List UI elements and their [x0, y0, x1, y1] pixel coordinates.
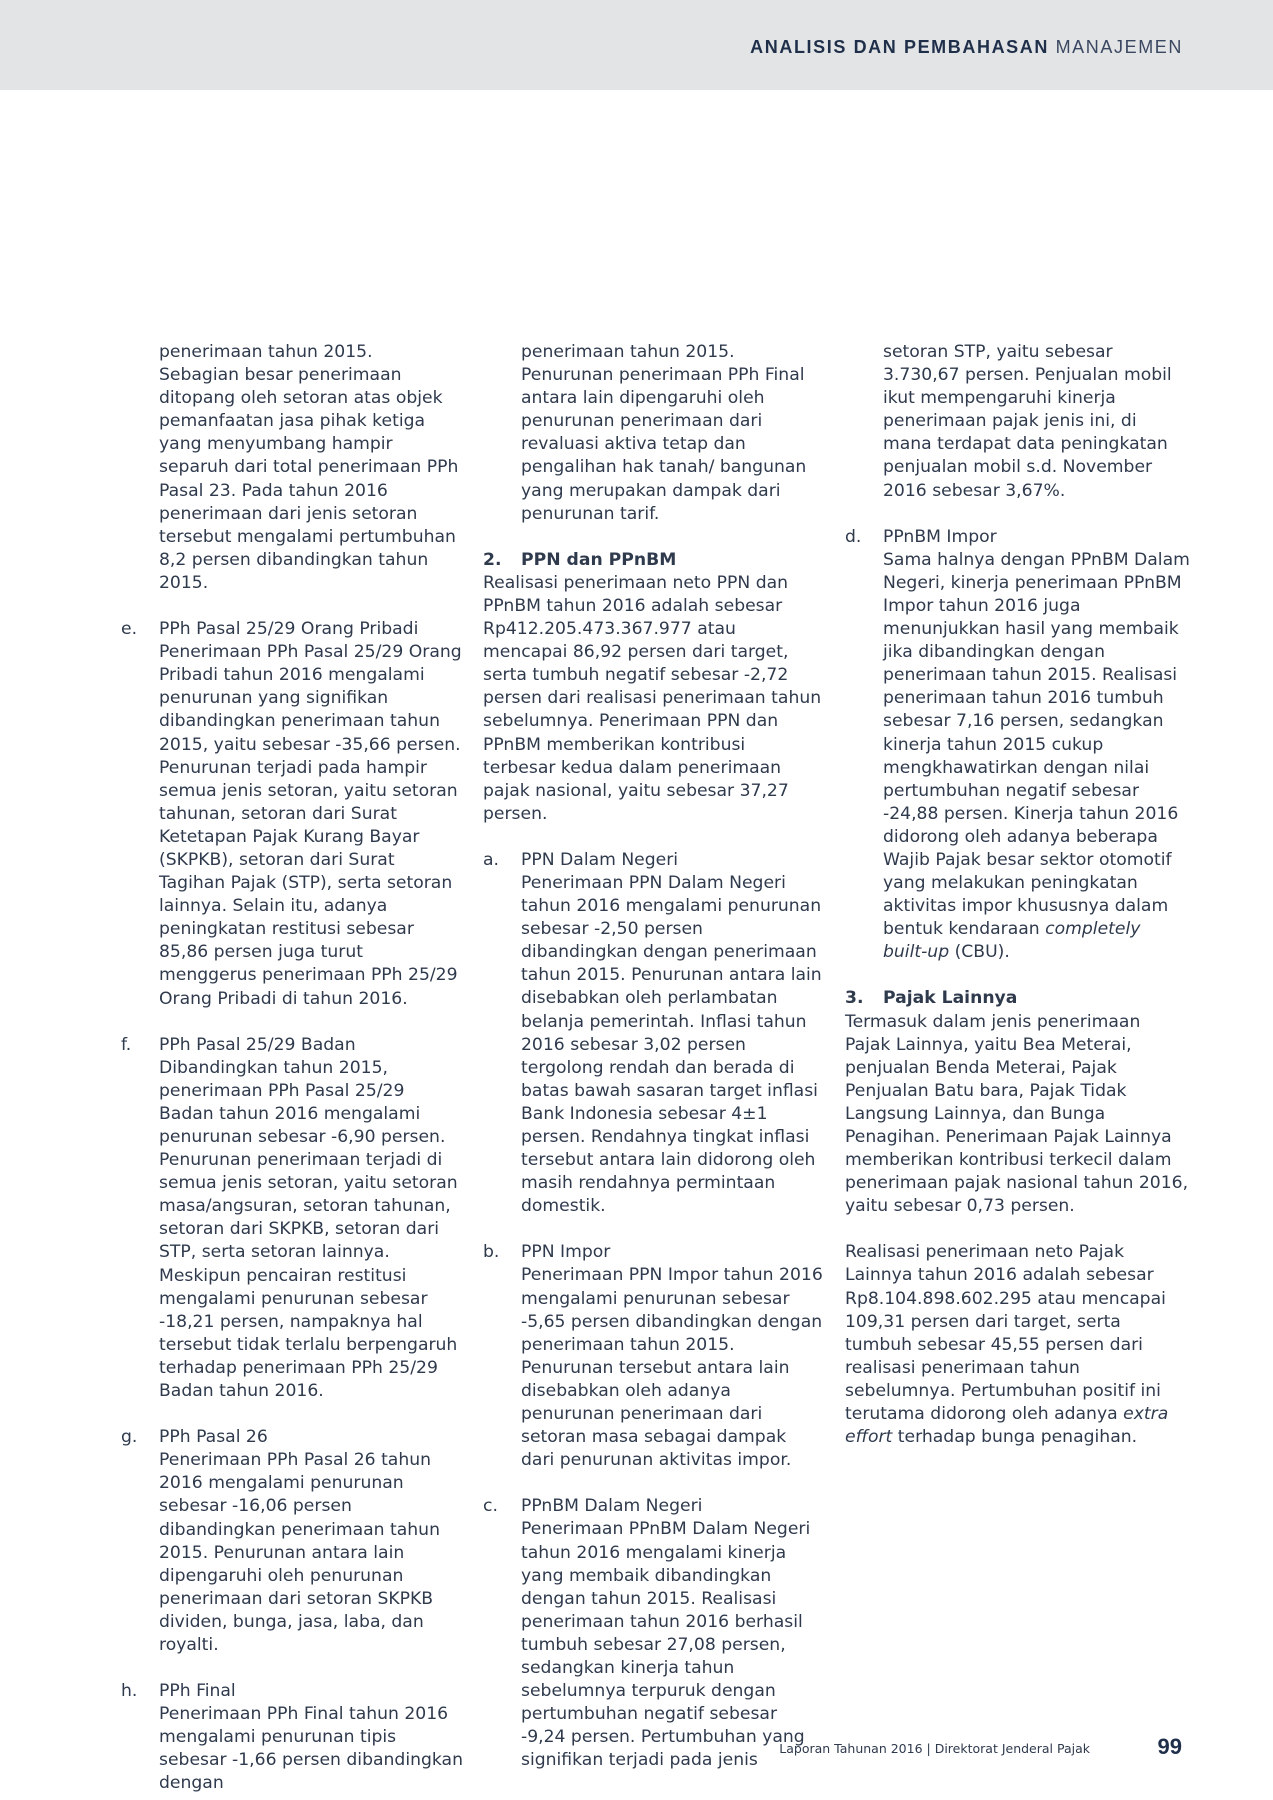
body-text: Sama halnya dengan PPnBM Dalam Negeri, kinerja penerimaan PPnBM Impor tahun 2016 juga menunjukkan hasil yang membaik jika dibandingkan dengan penerimaan tahun 2015. Realisasi penerimaan tahun 2016 tumbuh sebesar 7,16 persen, sedangkan kinerja tahun 2015 cukup mengkhawatirkan dengan nilai pertumbuhan negatif sebesar -24,88 persen. Kinerja tahun 2016 didorong oleh adanya beberapa Wajib Pajak besar sektor otomotif yang melakukan peningkatan aktivitas impor khususnya dalam bentuk kendaraan: [883, 549, 1190, 940]
footer: [0, 1732, 1273, 1762]
list-marker: a.: [483, 849, 499, 870]
list-item-g: [121, 1426, 464, 1657]
list-item-title: PPN Impor: [521, 1242, 611, 1263]
section-title: PPN dan PPnBM: [521, 549, 677, 570]
footer-text: Laporan Tahunan 2016 | Direktorat Jenderal Pajak: [779, 1741, 1090, 1756]
list-item-title: PPnBM Dalam Negeri: [521, 1496, 703, 1517]
section-body: Realisasi penerimaan neto PPN dan PPnBM tahun 2016 adalah sebesar Rp412.205.473.367.977 atau mencapai 86,92 persen dari target, serta tumbuh negatif sebesar -2,72 persen dari realisasi penerimaan tahun sebelumnya. Penerimaan PPN dan PPnBM memberikan kontribusi terbesar kedua dalam penerimaan pajak nasional, yaitu sebesar 37,27 persen.: [483, 572, 822, 824]
list-marker: e.: [121, 619, 138, 640]
italic-term: extra effort: [845, 1404, 1169, 1448]
list-item-title: PPh Final: [159, 1681, 236, 1702]
body-text-end: (CBU).: [954, 942, 1010, 963]
list-item-b: [483, 1241, 823, 1472]
list-item-e: [121, 618, 464, 1011]
list-item-body: Penerimaan PPnBM Dalam Negeri tahun 2016 mengalami kinerja yang membaik dibandingkan dengan tahun 2015. Realisasi penerimaan tahun 2016 berhasil tumbuh sebesar 27,08 persen, sedangkan kinerja tahun sebelumnya terpuruk dengan pertumbuhan negatif sebesar -9,24 persen. Pertumbuhan yang signifikan terjadi pada jenis: [521, 1519, 811, 1771]
list-item-title: PPh Pasal 26: [159, 1427, 268, 1448]
section-title: Pajak Lainnya: [883, 988, 1018, 1009]
section-number: 3.: [845, 988, 864, 1009]
italic-term: completely built-up: [883, 919, 1141, 963]
section-number: 2.: [483, 549, 502, 570]
list-item-f: [121, 1034, 464, 1404]
list-item-title: PPh Pasal 25/29 Orang Pribadi: [159, 619, 419, 640]
list-item-body: Penerimaan PPh Pasal 26 tahun 2016 mengalami penurunan sebesar -16,06 persen dibandingkan penerimaan tahun 2015. Penurunan antara lain dipengaruhi oleh penurunan penerimaan dari setoran SKPKB dividen, bunga, jasa, laba, dan royalti.: [159, 1450, 440, 1655]
paragraph: setoran STP, yaitu sebesar 3.730,67 persen. Penjualan mobil ikut mempengaruhi kinerja penerimaan pajak jenis ini, di mana terdapat data peningkatan penjualan mobil s.d. November 2016 sebesar 3,67%.: [883, 342, 1172, 501]
list-item-title: PPnBM Impor: [883, 526, 997, 547]
paragraph: penerimaan tahun 2015.: [159, 342, 373, 362]
list-item-title: PPN Dalam Negeri: [521, 849, 679, 870]
list-item-c: [483, 1495, 823, 1772]
list-item-body: Penerimaan PPN Dalam Negeri tahun 2016 mengalami penurunan sebesar -2,50 persen dibandingkan dengan penerimaan tahun 2015. Penurunan antara lain disebabkan oleh perlambatan belanja pemerintah. Inflasi tahun 2016 sebesar 3,02 persen tergolong rendah dan berada di batas bawah sasaran target inflasi Bank Indonesia sebesar 4±1 persen. Rendahnya tingkat inflasi tersebut antara lain didorong oleh masih rendahnya permintaan domestik.: [521, 872, 822, 1217]
header-band: [0, 0, 1273, 90]
column-1: [121, 341, 464, 1796]
list-marker: c.: [483, 1496, 498, 1517]
body-text-end: terhadap bunga penagihan.: [897, 1427, 1138, 1448]
page-number: 99: [1157, 1734, 1182, 1759]
list-item-body: Penerimaan PPh Final tahun 2016 mengalami penurunan tipis sebesar -1,66 persen dibandingkan dengan: [159, 1704, 463, 1794]
section-heading-pajak-lainnya: [845, 987, 1190, 1010]
header-title-light: MANAJEMEN: [1055, 37, 1183, 57]
header-title-bold: ANALISIS DAN PEMBAHASAN: [750, 37, 1049, 57]
body-text: Realisasi penerimaan neto Pajak Lainnya tahun 2016 adalah sebesar Rp8.104.898.602.295 atau mencapai 109,31 persen dari target, serta tumbuh sebesar 45,55 persen dari realisasi penerimaan tahun sebelumnya. Pertumbuhan positif ini terutama didorong oleh adanya: [845, 1242, 1166, 1425]
section-body: Termasuk dalam jenis penerimaan Pajak Lainnya, yaitu Bea Meterai, penjualan Benda Meterai, Pajak Penjualan Batu bara, Pajak Tidak Langsung Lainnya, dan Bunga Penagihan. Penerimaan Pajak Lainnya memberikan kontribusi terkecil dalam penerimaan pajak nasional tahun 2016, yaitu sebesar 0,73 persen.: [845, 1011, 1189, 1217]
column-2: [483, 341, 823, 1772]
section-header-title: [750, 37, 1183, 58]
paragraph: [845, 1241, 1190, 1449]
continued-item: [483, 341, 823, 526]
section-heading-ppn: [483, 549, 823, 572]
list-marker: h.: [121, 1681, 138, 1702]
list-item-d: [845, 526, 1190, 965]
list-marker: f.: [121, 1034, 132, 1055]
paragraph: penerimaan tahun 2015. Penurunan penerimaan PPh Final antara lain dipengaruhi oleh penurunan penerimaan dari revaluasi aktiva tetap dan pengalihan hak tanah/ bangunan yang merupakan dampak dari penurunan tarif.: [521, 342, 807, 524]
continued-item: [845, 341, 1190, 503]
list-item-body: Penerimaan PPN Impor tahun 2016 mengalami penurunan sebesar -5,65 persen dibandingkan dengan penerimaan tahun 2015. Penurunan tersebut antara lain disebabkan oleh adanya penurunan penerimaan dari setoran masa sebagai dampak dari penurunan aktivitas impor.: [521, 1265, 823, 1471]
list-item-title: PPh Pasal 25/29 Badan: [159, 1034, 356, 1055]
continued-item: [121, 341, 464, 595]
list-marker: b.: [483, 1242, 500, 1263]
column-3: [845, 341, 1190, 1449]
list-item-body: [883, 549, 1190, 965]
list-item-body: Dibandingkan tahun 2015, penerimaan PPh Pasal 25/29 Badan tahun 2016 mengalami penurunan sebesar -6,90 persen. Penurunan penerimaan terjadi di semua jenis setoran, yaitu setoran masa/angsuran, setoran tahunan, setoran dari SKPKB, setoran dari STP, serta setoran lainnya. Meskipun pencairan restitusi mengalami penurunan sebesar -18,21 persen, nampaknya hal tersebut tidak terlalu berpengaruh terhadap penerimaan PPh 25/29 Badan tahun 2016.: [159, 1057, 458, 1402]
list-item-a: [483, 849, 823, 1219]
list-marker: d.: [845, 526, 862, 547]
paragraph: Sebagian besar penerimaan ditopang oleh setoran atas objek pemanfaatan jasa pihak ketiga yang menyumbang hampir separuh dari total penerimaan PPh Pasal 23. Pada tahun 2016 penerimaan dari jenis setoran tersebut mengalami pertumbuhan 8,2 persen dibandingkan tahun 2015.: [159, 365, 459, 593]
list-item-body: Penerimaan PPh Pasal 25/29 Orang Pribadi tahun 2016 mengalami penurunan yang signifikan dibandingkan penerimaan tahun 2015, yaitu sebesar -35,66 persen. Penurunan terjadi pada hampir semua jenis setoran, yaitu setoran tahunan, setoran dari Surat Ketetapan Pajak Kurang Bayar (SKPKB), setoran dari Surat Tagihan Pajak (STP), serta setoran lainnya. Selain itu, adanya peningkatan restitusi sebesar 85,86 persen juga turut menggerus penerimaan PPh 25/29 Orang Pribadi di tahun 2016.: [159, 642, 462, 1009]
list-marker: g.: [121, 1427, 138, 1448]
